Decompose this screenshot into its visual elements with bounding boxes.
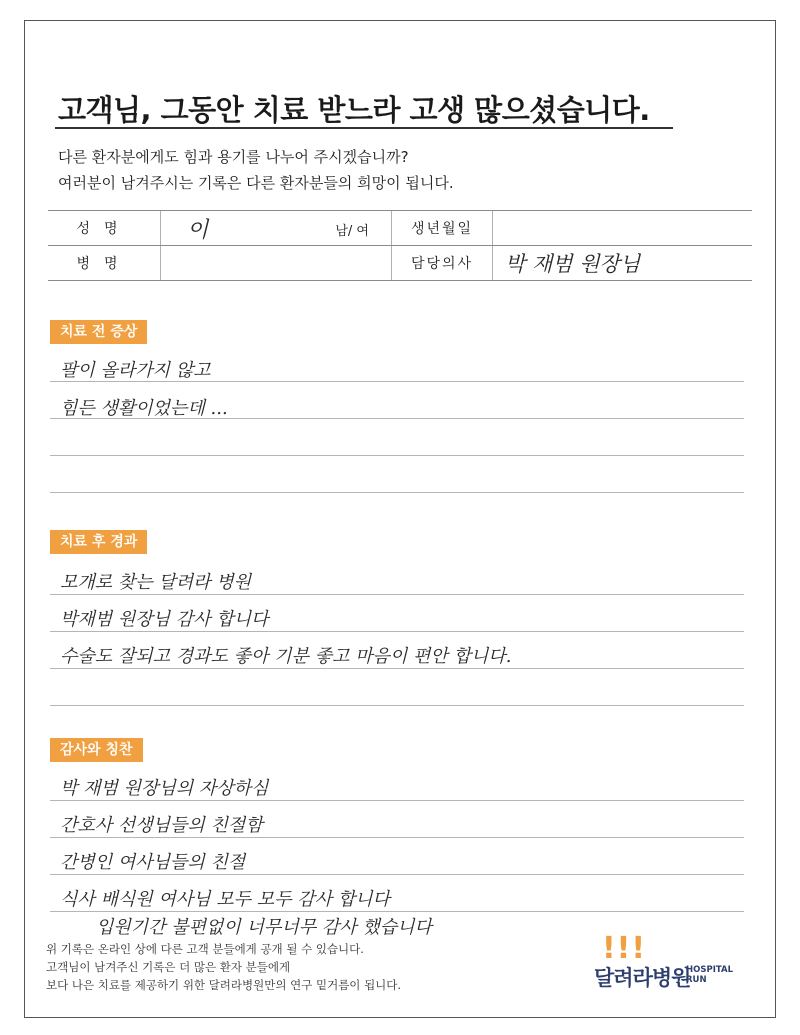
section-label-thanks: 감사와 칭찬	[50, 738, 143, 762]
section-label-before: 치료 전 증상	[50, 320, 147, 344]
logo-exclamation-marks: !!!	[602, 931, 647, 966]
patient-info-table	[48, 210, 752, 281]
rule	[50, 874, 744, 875]
rule	[50, 455, 744, 456]
handwritten-line: 박재범 원장님 감사 합니다	[60, 609, 269, 630]
section-label-after: 치료 후 경과	[50, 530, 147, 554]
gender-options: 남/ 여	[335, 224, 369, 239]
birth-value	[493, 211, 753, 246]
rule	[50, 705, 744, 706]
birth-label: 생년월일	[392, 211, 493, 246]
name-value: 이	[187, 218, 209, 243]
handwritten-line: 팔이 올라가지 않고	[60, 360, 211, 381]
footer-line-1: 위 기록은 온라인 상에 다른 고객 분들에게 공개 될 수 있습니다.	[46, 942, 364, 956]
handwritten-line: 간병인 여사님들의 친절	[60, 852, 246, 873]
intro-line-2: 여러분이 남겨주시는 기록은 다른 환자분들의 희망이 됩니다.	[58, 174, 454, 192]
logo-english	[686, 965, 733, 985]
disease-label: 병명	[48, 246, 161, 281]
handwritten-line: 모개로 찾는 달려라 병원	[60, 572, 252, 593]
handwritten-line: 간호사 선생님들의 친절함	[60, 815, 263, 836]
rule	[50, 800, 744, 801]
rule	[50, 837, 744, 838]
doctor-cell	[493, 246, 753, 281]
disease-value	[161, 246, 392, 281]
handwritten-line: 입원기간 불편없이 너무너무 감사 했습니다	[96, 917, 432, 938]
title-underline	[55, 127, 673, 129]
doctor-value: 박 재범 원장님	[505, 252, 641, 276]
name-cell	[161, 211, 392, 246]
name-label: 성명	[48, 211, 161, 246]
rule	[50, 911, 744, 912]
rule	[50, 594, 744, 595]
logo-name: 달려라병원	[594, 966, 691, 990]
hospital-logo	[594, 931, 754, 1004]
footer-line-3: 보다 나은 치료를 제공하기 위한 달려라병원만의 연구 밑거름이 됩니다.	[46, 978, 402, 992]
rule	[50, 492, 744, 493]
rule	[50, 668, 744, 669]
handwritten-line: 힘든 생활이었는데 ...	[60, 398, 228, 419]
footer-line-2: 고객님이 남겨주신 기록은 더 많은 환자 분들에게	[46, 960, 291, 974]
logo-english-line-1: HOSPITAL	[686, 965, 733, 975]
rule	[50, 631, 744, 632]
logo-english-line-2: RUN	[686, 975, 707, 985]
handwritten-line: 식사 배식원 여사님 모두 모두 감사 합니다	[60, 889, 390, 910]
handwritten-line: 박 재범 원장님의 자상하심	[60, 778, 269, 799]
doctor-label: 담당의사	[392, 246, 493, 281]
handwritten-line: 수술도 잘되고 경과도 좋아 기분 좋고 마음이 편안 합니다.	[60, 646, 512, 667]
page-title: 고객님, 그동안 치료 받느라 고생 많으셨습니다.	[58, 93, 650, 127]
intro-line-1: 다른 환자분에게도 힘과 용기를 나누어 주시겠습니까?	[58, 148, 409, 166]
